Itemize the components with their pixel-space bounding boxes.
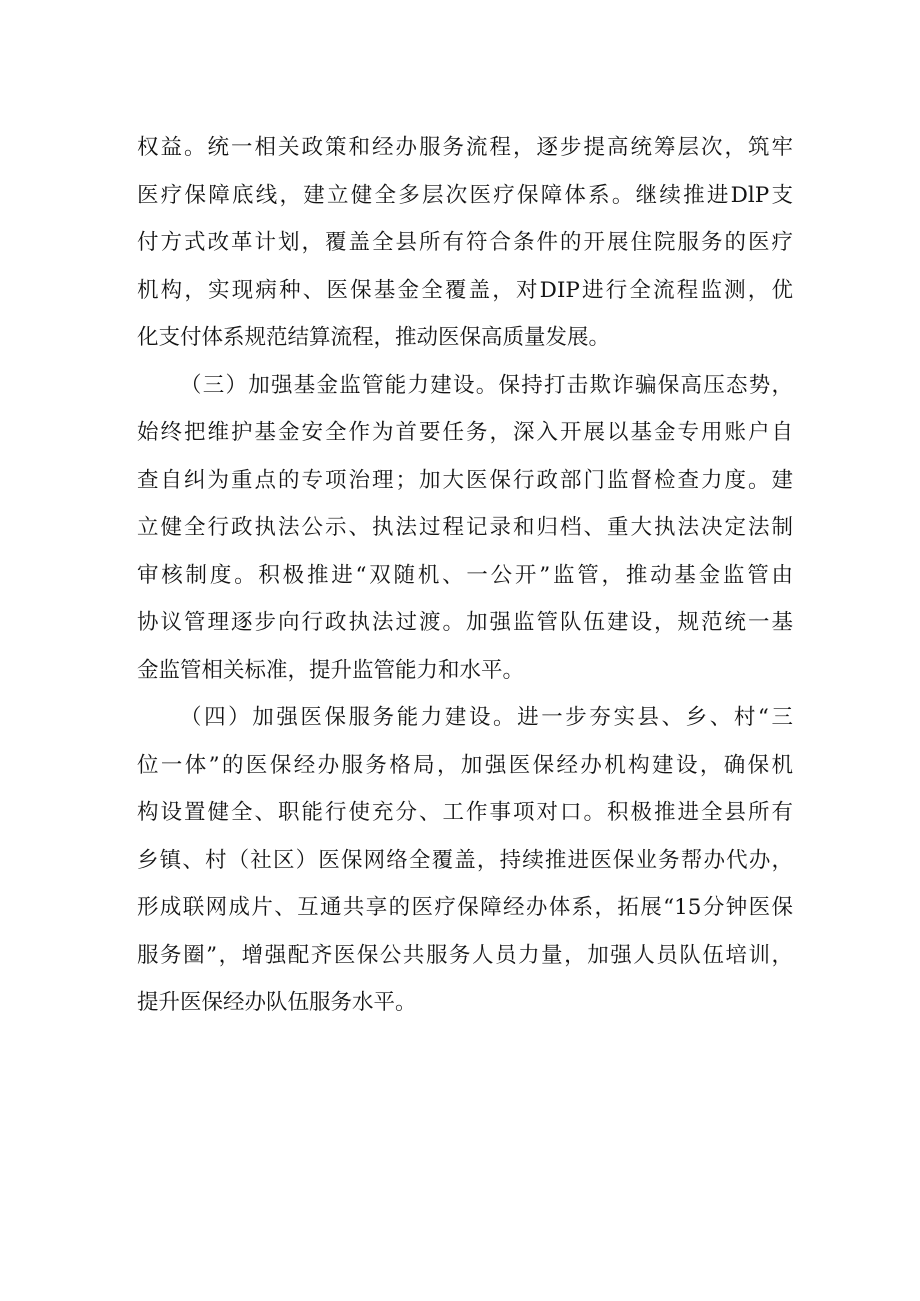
paragraph-policy-continued [137,124,793,362]
text-line: （三）加强基金监管能力建设。保持打击欺诈骗保高压态势， [180,372,793,398]
text-line: 化支付体系规范结算流程，推动医保高质量发展。 [137,325,611,350]
document-body [137,124,793,1027]
text-line: 构设置健全、职能行使充分、工作事项对口。积极推进全县所有 [137,800,793,825]
text-line: 查自纠为重点的专项治理；加大医保行政部门监督检查力度。建 [137,467,793,493]
text-line: 提升医保经办队伍服务水平。 [137,990,417,1015]
text-line: 服务圈”，增强配齐医保公共服务人员力量，加强人员队伍培训， [137,942,793,968]
text-line: 始终把维护基金安全作为首要任务，深入开展以基金专用账户自 [137,420,793,445]
text-line: 权益。统一相关政策和经办服务流程，逐步提高统筹层次，筑牢 [137,135,793,160]
text-line: 形成联网成片、互通共享的医疗保障经办体系，拓展“15分钟医保 [137,895,793,920]
text-line: 付方式改革计划，覆盖全县所有符合条件的开展住院服务的医疗 [137,230,793,255]
paragraph-fund-supervision [137,362,793,695]
text-line: 乡镇、村（社区）医保网络全覆盖，持续推进医保业务帮办代办， [137,847,793,873]
text-line: 金监管相关标准，提升监管能力和水平。 [137,657,525,683]
text-line: 位一体”的医保经办服务格局，加强医保经办机构建设，确保机 [137,752,793,778]
text-line: 医疗保障底线，建立健全多层次医疗保障体系。继续推进DlP支 [137,182,793,208]
text-line: 立健全行政执法公示、执法过程记录和归档、重大执法决定法制 [137,515,793,540]
text-line: 审核制度。积极推进“双随机、一公开”监管，推动基金监管由 [137,562,793,588]
text-line: 机构，实现病种、医保基金全覆盖，对DIP进行全流程监测，优 [137,277,793,303]
text-line: （四）加强医保服务能力建设。进一步夯实县、乡、村“三 [180,705,793,730]
text-line: 协议管理逐步向行政执法过渡。加强监管队伍建设，规范统一基 [137,610,793,635]
paragraph-service-capacity [137,694,793,1027]
